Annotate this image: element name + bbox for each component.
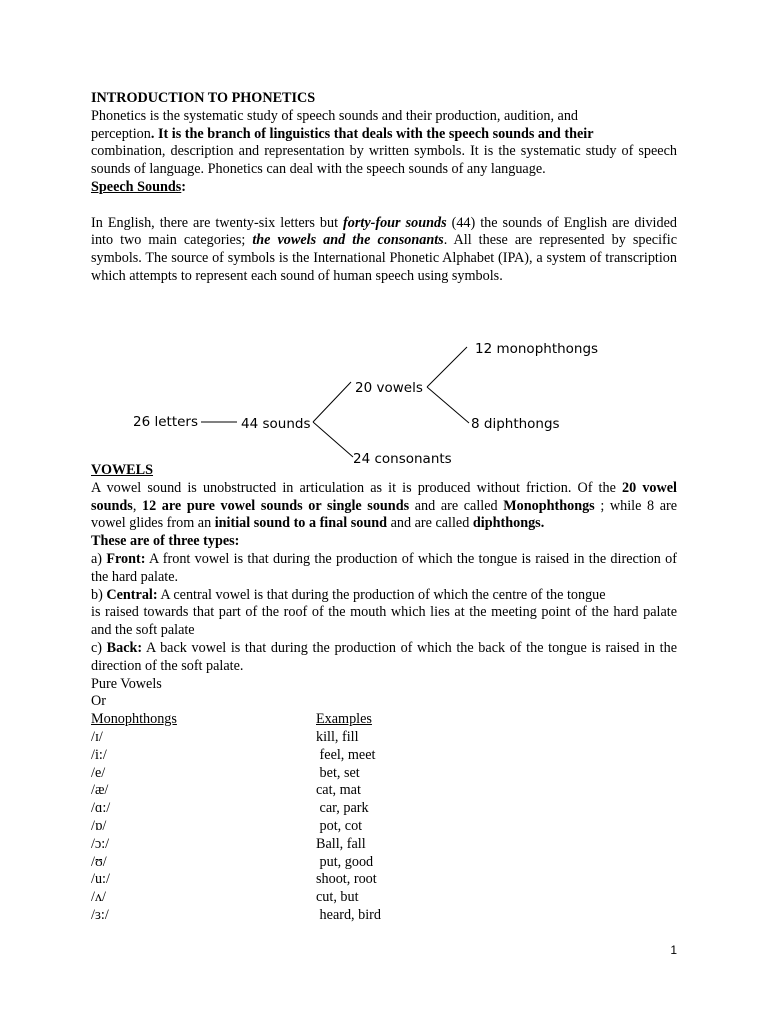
examples-header: Examples <box>316 711 372 728</box>
type-central-text: A central vowel is that during the production of which the centre of the tongue <box>157 586 606 603</box>
table-row <box>91 854 677 872</box>
intro-line-2 <box>91 126 677 144</box>
phoneme-example: pot, cot <box>316 817 363 834</box>
phoneme-symbol: /æ/ <box>91 782 109 799</box>
sounds-tree-diagram <box>125 335 605 465</box>
phoneme-symbol: /ɒ/ <box>91 817 107 834</box>
phoneme-symbol: /ʊ/ <box>91 853 107 870</box>
diagram-monophthongs: 12 monophthongs <box>475 341 599 357</box>
pure-vowels-label: Pure Vowels <box>91 675 162 692</box>
phoneme-symbol: /ɑ:/ <box>91 800 111 817</box>
vowels-b2: 12 are pure vowel sounds or single sounds <box>141 497 410 514</box>
vowels-paragraph <box>91 480 677 533</box>
table-row <box>91 800 677 818</box>
type-back-prefix: c) <box>91 639 107 656</box>
phoneme-symbol: /u:/ <box>91 871 110 888</box>
type-central-cont: is raised towards that part of the roof of the mouth which lies at the meeting point of the hard palate and the soft palate <box>91 604 677 639</box>
table-row <box>91 871 677 889</box>
phoneme-example: shoot, root <box>316 871 377 888</box>
table-row <box>91 889 677 907</box>
speech-sounds-colon: : <box>181 178 187 195</box>
diagram-vowels: 20 vowels <box>355 380 423 396</box>
vowels-b3: Monophthongs <box>503 497 595 514</box>
phoneme-example: heard, bird <box>316 906 382 923</box>
diagram-letters: 26 letters <box>133 414 199 430</box>
vowels-p4: ; while 8 are vowel glides from an <box>91 497 678 532</box>
type-central <box>91 587 677 605</box>
table-row <box>91 907 677 925</box>
phoneme-example: car, park <box>316 800 369 817</box>
type-back-text: A back vowel is that during the production of which the back of the tongue is raised in the direction of the soft palate. <box>91 639 677 674</box>
phoneme-example: kill, fill <box>316 728 359 745</box>
vowels-b4: initial sound to a final sound <box>214 515 388 532</box>
phoneme-example: Ball, fall <box>316 835 366 852</box>
intro-line-1 <box>91 108 677 126</box>
vowels-b5: diphthongs. <box>472 515 545 532</box>
phoneme-symbol: /ɜ:/ <box>91 906 109 923</box>
vowels-p1: A vowel sound is unobstructed in articulation as it is produced without friction. Of the <box>91 479 623 496</box>
monophthongs-header: Monophthongs <box>91 711 177 728</box>
diagram-sounds: 44 sounds <box>241 416 311 432</box>
vowels-p2: , <box>132 497 142 514</box>
phoneme-example: feel, meet <box>316 746 376 763</box>
phoneme-symbol: /ɔ:/ <box>91 835 110 852</box>
type-front-label: Front: <box>106 550 146 567</box>
type-back-label: Back: <box>106 639 143 656</box>
intro-period: . It is the branch of linguistics that deals with the speech sounds and their <box>150 125 594 142</box>
speech-sounds-heading <box>91 179 677 197</box>
vowels-p3: and are called <box>409 497 504 514</box>
diagram-consonants: 24 consonants <box>353 451 452 465</box>
connector-sounds-consonants <box>313 422 353 457</box>
table-row <box>91 818 677 836</box>
table-row <box>91 729 677 747</box>
speech-b1: forty-four sounds <box>343 214 447 231</box>
table-row <box>91 765 677 783</box>
table-row <box>91 782 677 800</box>
vowels-p5: and are called <box>387 515 473 532</box>
type-back <box>91 640 677 676</box>
type-front-text: A front vowel is that during the production of which the tongue is raised in the direction of the hard palate. <box>91 550 677 585</box>
intro-rest: combination, description and representation by written symbols. It is the systematic study of speech sounds of language. Phonetics can deal with the speech sounds of any language. <box>91 143 677 178</box>
vowels-heading <box>91 462 677 480</box>
speech-b2: the vowels and the consonants <box>252 232 444 249</box>
type-front-prefix: a) <box>91 550 107 567</box>
phoneme-symbol: /ɪ/ <box>91 728 103 745</box>
speech-p3: . All these are represented by specific symbols. The source of symbols is the International Phonetic Alphabet (IPA), a system of transcription which attempts to represent each sound of human speech using symbols. <box>91 232 678 284</box>
connector-vowels-diphthongs <box>427 387 469 423</box>
table-row <box>91 747 677 765</box>
page-number: 1 <box>670 943 677 957</box>
table-header <box>91 711 677 729</box>
type-central-label: Central: <box>106 586 158 603</box>
phoneme-example: cat, mat <box>316 782 361 799</box>
spacer <box>91 197 677 215</box>
connector-vowels-monophthongs <box>427 347 467 387</box>
speech-p1: In English, there are twenty-six letters but <box>91 214 344 231</box>
speech-sounds-heading-text: Speech Sounds <box>91 178 182 195</box>
connector-sounds-vowels <box>313 382 351 422</box>
phoneme-symbol: /e/ <box>91 764 106 781</box>
phoneme-symbol: /ʌ/ <box>91 889 106 906</box>
speech-p2: (44) the sounds of English are divided into two main categories; <box>91 214 677 249</box>
or-label: Or <box>91 693 106 710</box>
document-title: INTRODUCTION TO PHONETICS <box>91 90 316 106</box>
intro-perception: perception <box>91 125 151 142</box>
page-content <box>91 90 677 286</box>
intro-line-1-text: Phonetics is the systematic study of speech sounds and their production, audition, and <box>91 107 579 124</box>
table-body <box>91 729 677 925</box>
type-front <box>91 551 677 587</box>
phoneme-example: cut, but <box>316 889 359 906</box>
phoneme-example: bet, set <box>316 764 360 781</box>
types-heading <box>91 533 677 551</box>
speech-sounds-paragraph <box>91 215 677 286</box>
type-central-prefix: b) <box>91 586 107 603</box>
phoneme-symbol: /i:/ <box>91 746 107 763</box>
vowels-b1: 20 vowel sounds <box>91 479 677 514</box>
diagram-diphthongs: 8 diphthongs <box>471 416 560 432</box>
vowels-section <box>91 462 677 925</box>
types-heading-text: These are of three types: <box>91 533 240 550</box>
vowels-heading-text: VOWELS <box>91 462 154 478</box>
table-row <box>91 836 677 854</box>
phoneme-example: put, good <box>316 853 374 870</box>
